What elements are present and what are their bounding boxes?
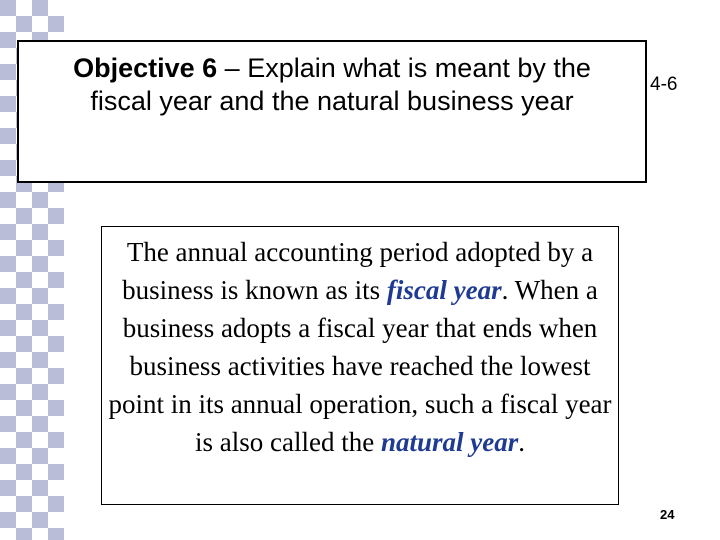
definition-text bbox=[106, 233, 614, 461]
term-year: year bbox=[453, 275, 502, 305]
slide-title bbox=[19, 52, 645, 118]
definition-box bbox=[101, 226, 619, 505]
title-line2: fiscal year and the natural business year bbox=[90, 86, 574, 116]
definition-text-part: . When a business adopts a fiscal year that ends when business activities have reached the lowest point in its annual operation, such a fiscal year is also called the bbox=[108, 275, 612, 457]
definition-text-part: The annual accounting period adopted by a business is known as its bbox=[122, 237, 594, 305]
term-fiscal: fiscal bbox=[386, 275, 447, 305]
objective-label: Objective 6 bbox=[73, 53, 218, 83]
term-natural-year: natural year bbox=[380, 427, 519, 457]
title-box bbox=[17, 40, 647, 183]
definition-text-part: . bbox=[518, 427, 525, 457]
title-dash: – bbox=[224, 53, 240, 83]
page-number: 24 bbox=[660, 507, 675, 522]
title-line1: Explain what is meant by the bbox=[247, 53, 591, 83]
slide-code: 4-6 bbox=[650, 74, 678, 95]
